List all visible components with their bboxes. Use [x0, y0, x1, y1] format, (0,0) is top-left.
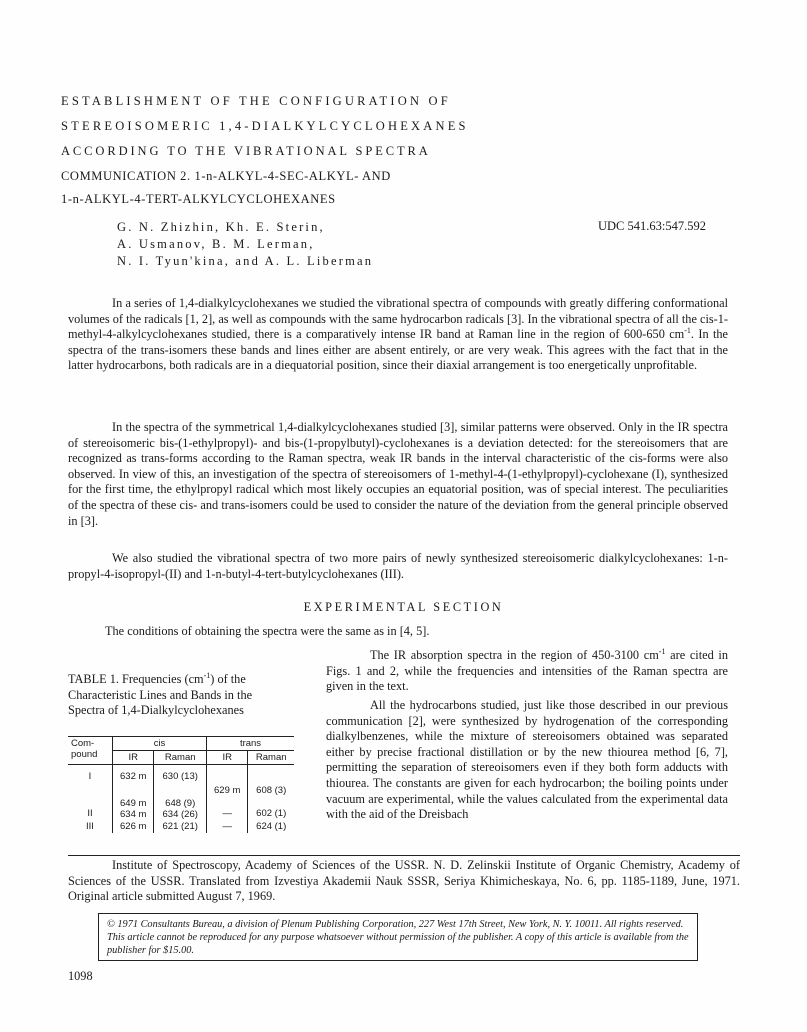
paragraph-5-text-b: are cited in Figs. 1 and 2, while the frequencies and intensities of the Raman spectra are given in the text.	[326, 648, 729, 694]
paragraph-5-superscript: -1	[658, 646, 666, 656]
table-row	[68, 765, 294, 798]
author-line-3: N. I. Tyun'kina, and A. L. Liberman	[117, 254, 374, 268]
table-cell-cis-ir: 649 m 634 m	[113, 797, 154, 821]
table-row	[68, 797, 294, 821]
title-line-4: COMMUNICATION 2. 1-n-ALKYL-4-SEC-ALKYL- AND	[61, 169, 391, 183]
table-cell-compound: II	[87, 808, 93, 819]
table-cell-compound: III	[86, 821, 94, 832]
table-subheader-cis-ir: IR	[113, 751, 154, 765]
paragraph-1-text-a: In a series of 1,4-dialkylcyclohexanes we studied the vibrational spectra of compounds with greatly differing conformational volumes of the radicals [1, 2], as well as compounds with the same hydrocarbon radicals [3]. In the vibrational spectra of all the cis-1-methyl-4-alkylcyclohexanes studied, there is a comparatively intense IR band at Raman line in the region of 600-650 cm	[68, 296, 728, 342]
section-heading: EXPERIMENTAL SECTION	[303, 600, 504, 614]
title-line-1: ESTABLISHMENT OF THE CONFIGURATION OF	[61, 94, 451, 108]
table-row	[68, 821, 294, 833]
table-cell-trans-raman: 602 (1)	[248, 797, 294, 821]
table-subheader-trans-raman: Raman	[248, 751, 294, 765]
title-line-3: ACCORDING TO THE VIBRATIONAL SPECTRA	[61, 144, 431, 158]
paragraph-6: All the hydrocarbons studied, just like those described in our previous communication [2], were synthesized by hydrogenation of the corresponding dialkylbenzenes, while the mixture of stereoisomers obtained was separated either by precise fractional distillation or by the new thiourea method [6, 7], permitting the separation of stereoisomers even if they both form adducts with thiourea. The constants are given for each hydrocarbon; the boiling points under vacuum are experimental, while the values calculated from the experimental data with the aid of the Dreisbach	[326, 698, 728, 822]
frequency-table	[68, 736, 294, 833]
author-line-1: G. N. Zhizhin, Kh. E. Sterin,	[117, 220, 325, 234]
paragraph-1-text-b: . In the spectra of the trans-isomers these bands and lines either are absent entirely, or are very weak. This agrees with the fact that in the latter hydrocarbons, both radicals are in a diequatorial position, since their diaxial arrangement is too energetically unprofitable.	[68, 327, 728, 373]
table-cell-cis-raman: 648 (9) 634 (26)	[154, 797, 207, 821]
table-cell-trans-raman: 608 (3)	[248, 765, 294, 798]
author-list	[117, 219, 373, 270]
table-cell-cis-raman: 630 (13)	[154, 765, 207, 798]
paragraph-2: In the spectra of the symmetrical 1,4-dialkylcyclohexanes studied [3], similar patterns were observed. Only in the IR spectra of stereoisomeric bis-(1-ethylpropyl)- and bis-(1-propylbutyl)-cyclohexanes is a deviation detected: for the stereoisomers that are recognized as trans-forms according to the Raman spectra, weak IR bands in the interval characteristic of the cis-forms were also observed. In view of this, an investigation of the spectra of stereoisomers of 1-methyl-4-(1-ethylpropyl)-cyclohexane (I), synthesized for the first time, the ethylpropyl radical which most likely occupies an equatorial position, was of special interest. The peculiarities of the spectra of these cis- and trans-isomers could be used to consider the nature of the deviation from the general principle observed in [3].	[68, 420, 728, 528]
table-cell-trans-ir: 629 m	[207, 765, 248, 798]
paragraph-1-superscript: -1	[684, 326, 691, 336]
table-cell-compound: I	[88, 771, 92, 782]
table-header-trans: trans	[207, 737, 295, 751]
table-caption-text-b: ) of the Characteristic Lines and Bands in the Spectra of 1,4-Dialkylcyclohexanes	[68, 672, 253, 717]
title-line-5: 1-n-ALKYL-4-TERT-ALKYLCYCLOHEXANES	[61, 192, 336, 206]
table-header-compound: Com-pound	[68, 737, 113, 765]
paragraph-1	[68, 296, 728, 374]
table-cell-cis-raman: 621 (21)	[154, 821, 207, 833]
table-cell-cis-ir: 626 m	[113, 821, 154, 833]
table-subheader-cis-raman: Raman	[154, 751, 207, 765]
paragraph-3: We also studied the vibrational spectra of two more pairs of newly synthesized stereoisomeric dialkylcyclohexanes: 1-n-propyl-4-isopropyl-(II) and 1-n-butyl-4-tert-butylcyclohexanes (III).	[68, 551, 728, 581]
author-line-2: A. Usmanov, B. M. Lerman,	[117, 237, 315, 251]
copyright-notice: © 1971 Consultants Bureau, a division of Plenum Publishing Corporation, 227 West 17th Street, New York, N. Y. 10011. All rights reserved. This article cannot be reproduced for any purpose whatsoever without permission of the publisher. A copy of this article is available from the publisher for $15.00.	[98, 913, 698, 961]
table-cell-cis-ir: 632 m	[113, 765, 154, 798]
table-caption-superscript: -1	[203, 670, 211, 680]
udc-code: UDC 541.63:547.592	[598, 219, 706, 233]
page-number: 1098	[68, 969, 93, 983]
paragraph-5-text-a: The IR absorption spectra in the region of 450-3100 cm	[370, 648, 659, 662]
table-caption	[68, 672, 290, 719]
table-cell-trans-raman: 624 (1)	[248, 821, 294, 833]
table-cell-trans-ir: —	[207, 797, 248, 821]
table-caption-text-a: TABLE 1. Frequencies (cm	[68, 672, 204, 686]
affiliation-footnote: Institute of Spectroscopy, Academy of Sciences of the USSR. N. D. Zelinskii Institute of Organic Chemistry, Academy of Sciences of the USSR. Translated from Izvestiya Akademii Nauk SSSR, Seriya Khimicheskaya, No. 6, pp. 1185-1189, June, 1971. Original article submitted August 7, 1969.	[68, 858, 740, 904]
footnote-rule	[68, 855, 740, 856]
title-line-2: STEREOISOMERIC 1,4-DIALKYLCYCLOHEXANES	[61, 119, 469, 133]
paragraph-4: The conditions of obtaining the spectra were the same as in [4, 5].	[105, 624, 430, 638]
table-cell-trans-ir: —	[207, 821, 248, 833]
paragraph-5	[326, 648, 728, 695]
table-subheader-trans-ir: IR	[207, 751, 248, 765]
table-header-cis: cis	[113, 737, 207, 751]
